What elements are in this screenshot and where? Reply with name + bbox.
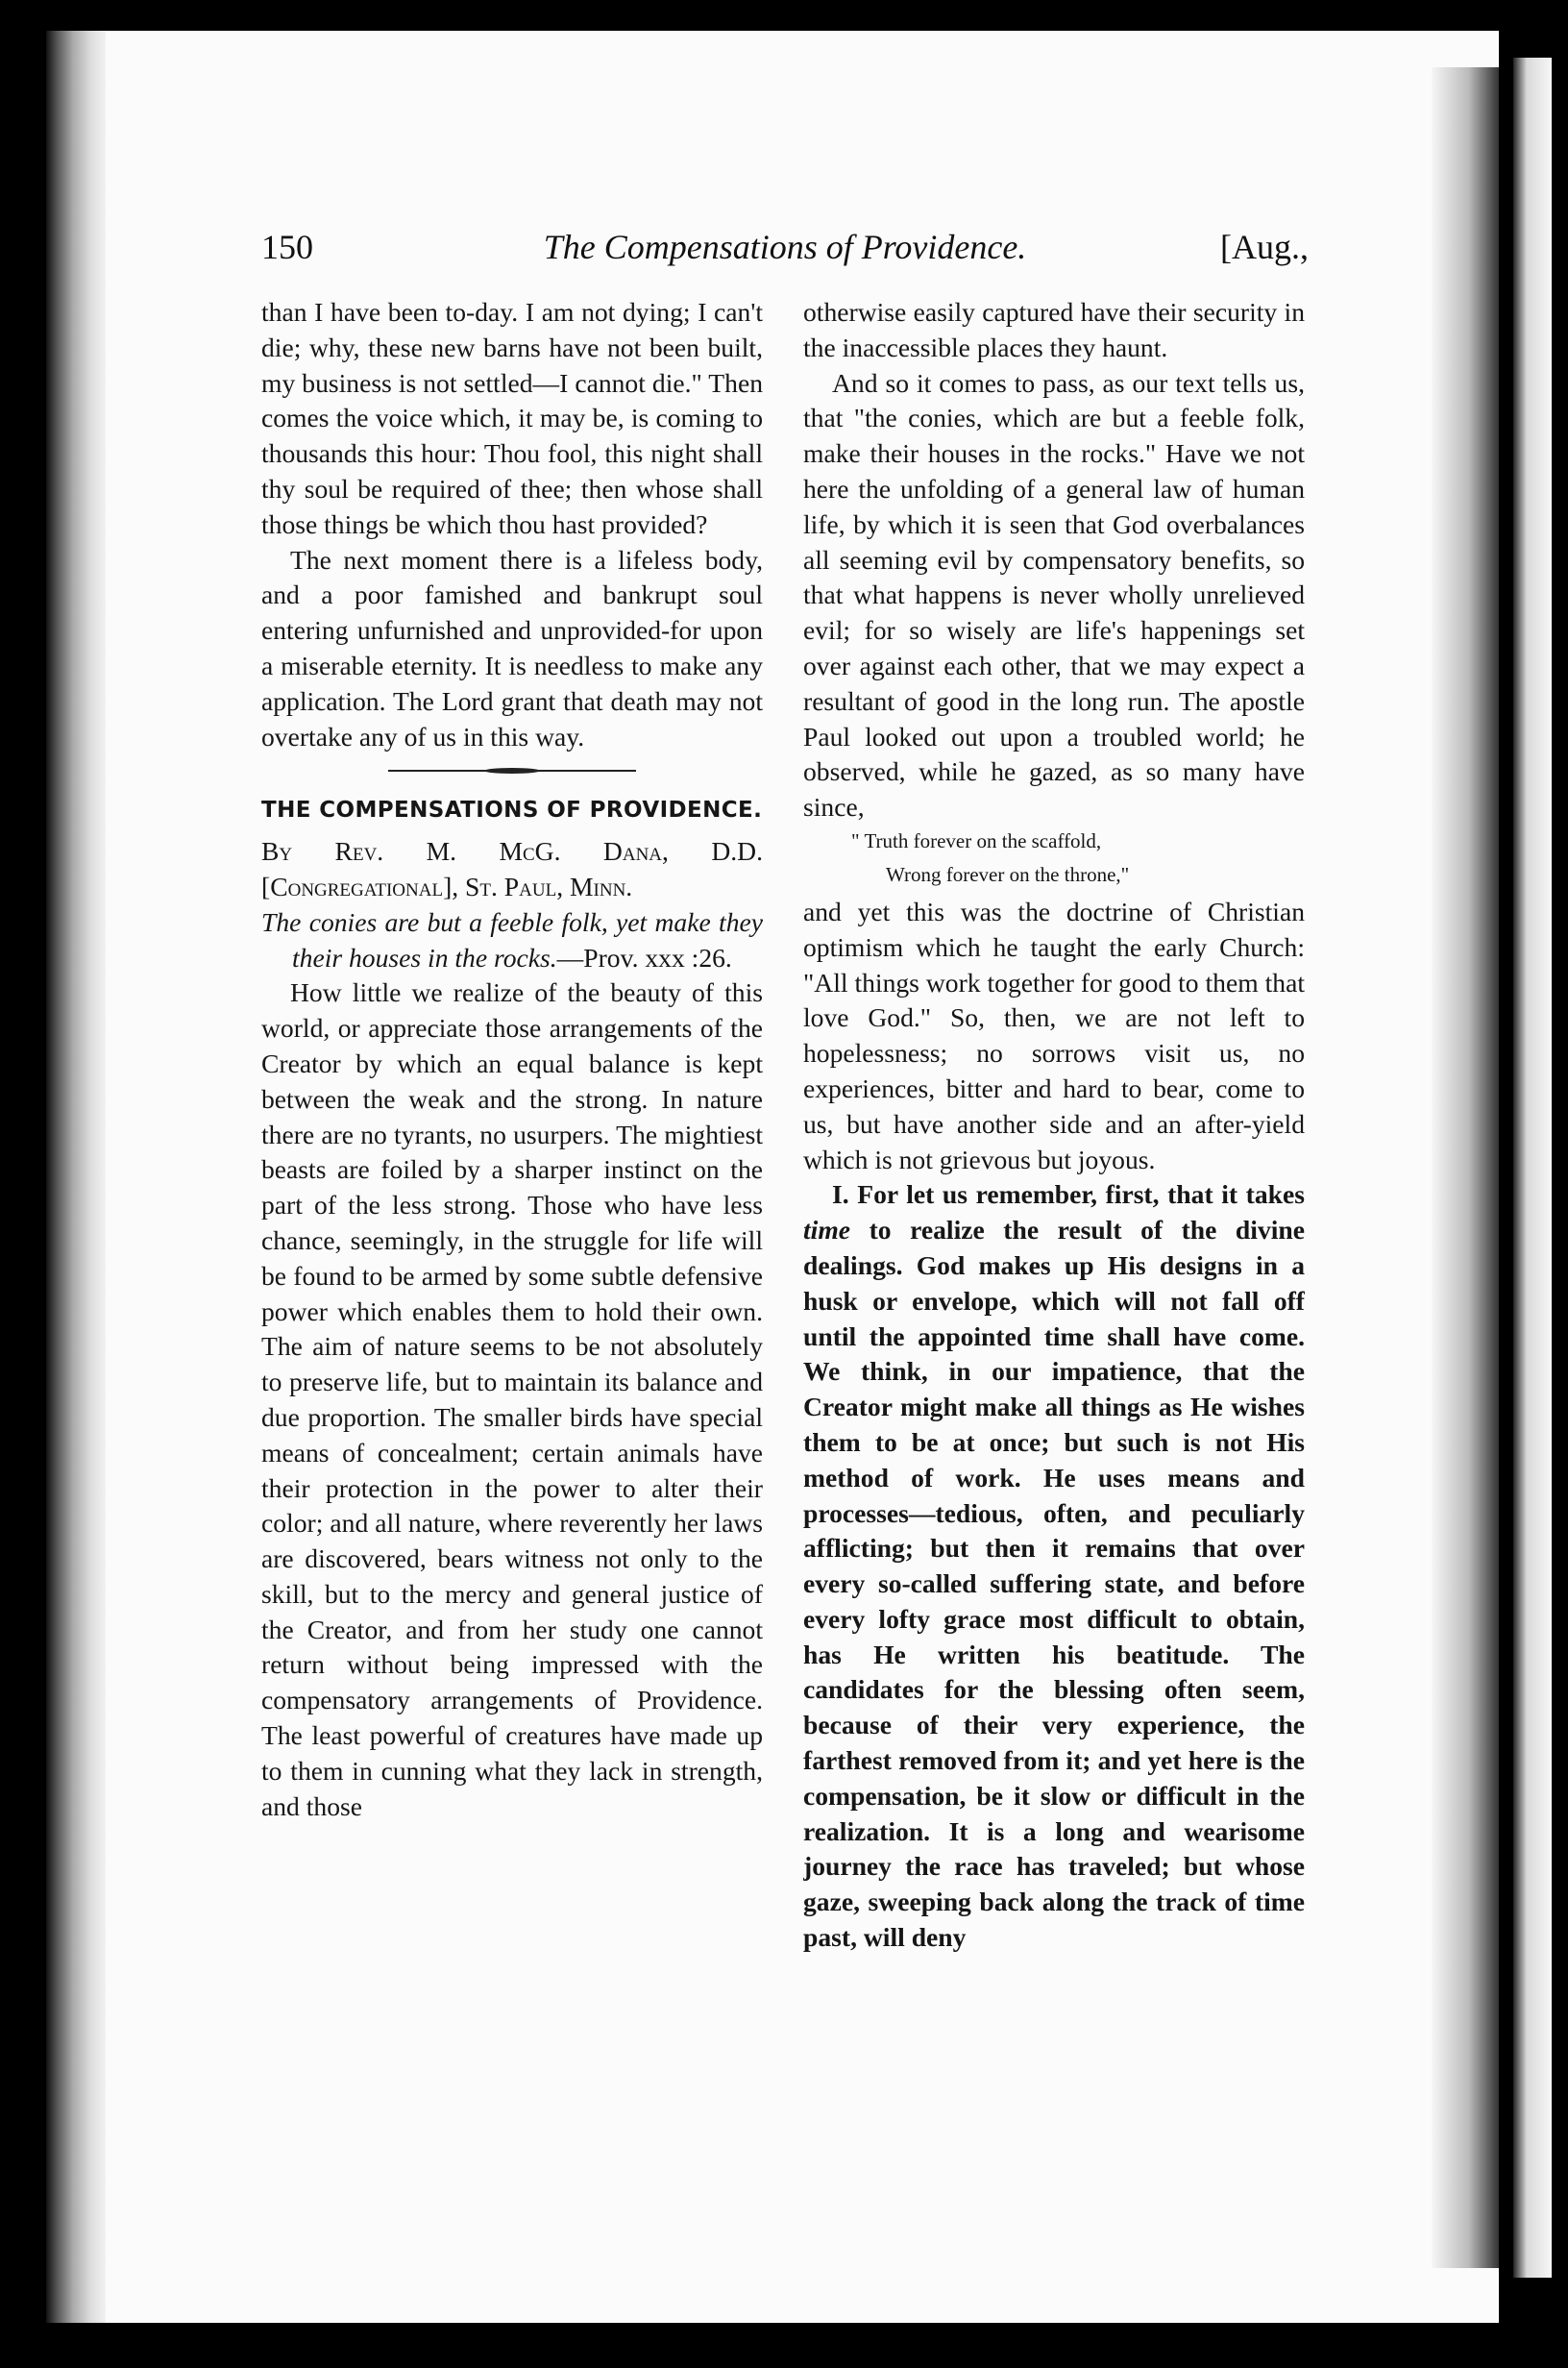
verse-line: " Truth forever on the scaffold, xyxy=(851,828,1102,852)
running-header xyxy=(261,227,1309,275)
page-number: 150 xyxy=(261,228,313,266)
paragraph: otherwise easily captured have their security in the inaccessible places they haunt. xyxy=(803,297,1305,362)
right-column xyxy=(803,295,1305,2227)
verse-line: Wrong forever on the throne," xyxy=(886,862,1130,886)
paragraph-start: I. For let us remember, first, that it takes xyxy=(832,1179,1305,1210)
left-column xyxy=(261,295,763,2227)
page-edge-right xyxy=(1432,67,1499,2268)
byline: By Rev. M. McG. Dana, D.D. [Congregational], St. Paul, Minn. xyxy=(261,836,763,901)
article-title: THE COMPENSATIONS OF PROVIDENCE. xyxy=(261,798,763,824)
epigraph-reference: —Prov. xxx :26. xyxy=(556,942,732,973)
next-page-edge xyxy=(1513,58,1552,2278)
paragraph: And so it comes to pass, as our text tells us, that "the conies, which are but a feeble folk, make their houses in the rocks." Have we not here the unfolding of a general law of human life, by which it is seen that God overbalances all seeming evil by compensatory benefits, so that what happens is never wholly unrelieved evil; for so wisely are life's happenings set over against each other, that we may expect a resultant of good in the long run. The apostle Paul looked out upon a troubled world; he observed, while he gazed, as so many have since, xyxy=(803,367,1305,823)
paragraph: and yet this was the doctrine of Christian optimism which he taught the early Church: "All things work together for good to them that love God." So, then, we are not left to hopelessness; no sorrows visit us, no experiences, bitter and hard to bear, come to us, but have another side and an after-yield which is not grievous but joyous. xyxy=(803,896,1305,1174)
paragraph xyxy=(803,1177,1305,1956)
paragraph: How little we realize of the beauty of this world, or appreciate those arrangements of the Creator by which an equal balance is kept between the weak and the strong. In nature there are no tyrants, no usurpers. The mightiest beasts are foiled by a sharper instinct on the part of the less strong. Those who have less chance, seemingly, in the struggle for life will be found to be armed by some subtle defensive power which enables them to hold their own. The aim of nature seems to be not absolutely to preserve life, but to maintain its balance and due proportion. The smaller birds have special means of concealment; certain animals have their protection in the power to alter their color; and all nature, where reverently her laws are discovered, bears witness not only to the skill, but to the mercy and general justice of the Creator, and from her study one cannot return without being impressed with the compensatory arrangements of Providence. The least powerful of creatures have made up to them in cunning what they lack in strength, and those xyxy=(261,977,763,1821)
section-divider xyxy=(388,768,636,774)
running-date: [Aug., xyxy=(1220,228,1309,266)
epigraph xyxy=(261,905,763,976)
emphasis: time xyxy=(803,1215,851,1246)
paragraph: than I have been to-day. I am not dying; I can't die; why, these new barns have not been built, my business is not settled—I cannot die." Then comes the voice which, it may be, is coming to thousands this hour: Thou fool, this night shall thy soul be required of thee; then whose shall those things be which thou hast provided? xyxy=(261,297,763,539)
page-edge-left xyxy=(46,31,106,2323)
running-title: The Compensations of Providence. xyxy=(543,228,1027,266)
paragraph: The next moment there is a lifeless body, and a poor famished and bankrupt soul entering unfurnished and unprovided-for upon a miserable eternity. It is needless to make any application. The Lord grant that death may not overtake any of us in this way. xyxy=(261,544,763,752)
paragraph-end: to realize the result of the divine dealings. God makes up His designs in a husk or envelope, which will not fall off until the appointed time shall have come. We think, in our impatience, that the Creator might make all things as He wishes them to be at once; but such is not His method of work. He uses means and processes—tedious, often, and peculiarly afflicting; but then it remains that over every so-called suffering state, and before every lofty grace most difficult to obtain, has He written his beatitude. The candidates for the blessing often seem, because of their very experience, the farthest removed from it; and yet here is the compensation, be it slow or difficult in the realization. It is a long and wearisome journey the race has traveled; but whose gaze, sweeping back along the track of time past, will deny xyxy=(803,1215,1305,1953)
epigraph-text: The conies are but a feeble folk, yet make they their houses in the rocks. xyxy=(261,906,763,973)
